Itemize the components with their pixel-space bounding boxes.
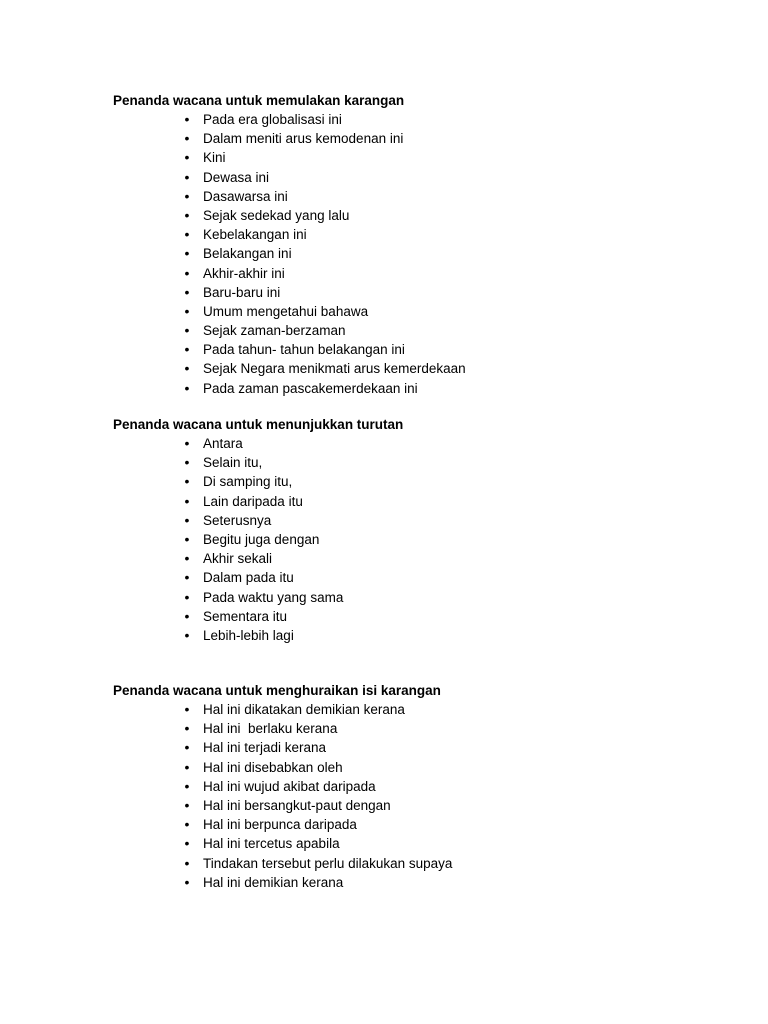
list-item-text: Akhir sekali: [203, 551, 273, 567]
bullet-icon: •: [184, 245, 190, 262]
bullet-icon: •: [184, 283, 190, 300]
list-item: [113, 854, 713, 873]
section-heading: Penanda wacana untuk menghuraikan isi karangan: [113, 683, 441, 698]
bullet-icon: •: [184, 111, 190, 127]
bullet-icon: •: [184, 130, 190, 147]
list-item: [113, 815, 713, 834]
bullet-icon: •: [184, 626, 190, 643]
list-item-text: Dewasa ini: [203, 169, 270, 185]
list-item: [113, 359, 713, 378]
list-item: [113, 379, 713, 398]
section-elaboration-markers: [113, 681, 713, 892]
list-item: [113, 549, 713, 568]
list-item: [113, 340, 713, 359]
bullet-icon: •: [184, 569, 190, 586]
list-item: [113, 110, 713, 129]
bullet-list: [113, 110, 713, 398]
bullet-icon: •: [184, 454, 190, 471]
list-item-text: Umum mengetahui bahawa: [203, 303, 369, 319]
list-item: [113, 738, 713, 757]
bullet-icon: •: [184, 739, 190, 756]
list-item-text: Antara: [203, 436, 243, 451]
bullet-icon: •: [184, 379, 190, 396]
bullet-icon: •: [184, 341, 190, 358]
section-sequence-markers: [113, 415, 713, 645]
list-item: [113, 283, 713, 302]
bullet-icon: •: [184, 607, 190, 624]
bullet-icon: •: [184, 187, 190, 204]
list-item-text: Lain daripada itu: [203, 493, 303, 509]
list-item: [113, 321, 713, 340]
list-item-text: Selain itu,: [203, 455, 263, 471]
list-item-text: Pada waktu yang sama: [203, 589, 344, 605]
list-item-text: Hal ini tercetus apabila: [203, 836, 340, 852]
list-item-text: Sementara itu: [203, 608, 288, 624]
bullet-icon: •: [184, 473, 190, 490]
list-item-text: Seterusnya: [203, 512, 272, 528]
list-item-text: Baru-baru ini: [203, 284, 281, 300]
list-item-text: Tindakan tersebut perlu dilakukan supaya: [203, 855, 453, 871]
list-item-text: Hal ini berlaku kerana: [203, 721, 338, 737]
list-item: [113, 607, 713, 626]
list-item: [113, 148, 713, 167]
list-item: [113, 225, 713, 244]
bullet-icon: •: [184, 530, 190, 547]
bullet-icon: •: [184, 168, 190, 185]
list-item-text: Pada tahun- tahun belakangan ini: [203, 342, 405, 358]
list-item: [113, 492, 713, 511]
list-item-text: Dalam meniti arus kemodenan ini: [203, 131, 404, 147]
list-item: [113, 264, 713, 283]
list-item: [113, 206, 713, 225]
list-item-text: Hal ini bersangkut-paut dengan: [203, 797, 391, 813]
list-item-text: Sejak zaman-berzaman: [203, 323, 346, 339]
bullet-icon: •: [184, 206, 190, 223]
bullet-icon: •: [184, 816, 190, 833]
list-item: [113, 530, 713, 549]
section-heading: Penanda wacana untuk memulakan karangan: [113, 93, 405, 108]
section-opening-markers: [113, 91, 713, 398]
bullet-icon: •: [184, 854, 190, 871]
bullet-icon: •: [184, 758, 190, 775]
list-item-text: Hal ini terjadi kerana: [203, 740, 327, 756]
bullet-icon: •: [184, 796, 190, 813]
bullet-icon: •: [184, 264, 190, 281]
list-item: [113, 187, 713, 206]
list-item-text: Sejak sedekad yang lalu: [203, 207, 350, 223]
list-item-text: Di samping itu,: [203, 474, 293, 490]
bullet-icon: •: [184, 701, 190, 717]
list-item: [113, 873, 713, 892]
list-item: [113, 302, 713, 321]
bullet-icon: •: [184, 835, 190, 852]
list-item: [113, 568, 713, 587]
bullet-icon: •: [184, 550, 190, 567]
bullet-icon: •: [184, 588, 190, 605]
list-item-text: Kini: [203, 150, 226, 166]
list-item: [113, 796, 713, 815]
list-item: [113, 626, 713, 645]
list-item: [113, 244, 713, 263]
bullet-icon: •: [184, 226, 190, 243]
list-item-text: Belakangan ini: [203, 246, 292, 262]
list-item-text: Dalam pada itu: [203, 570, 294, 586]
bullet-icon: •: [184, 435, 190, 451]
list-item: [113, 453, 713, 472]
bullet-icon: •: [184, 322, 190, 339]
bullet-icon: •: [184, 149, 190, 166]
bullet-list: [113, 700, 713, 892]
list-item: [113, 511, 713, 530]
list-item-text: Lebih-lebih lagi: [203, 627, 294, 643]
list-item-text: Dasawarsa ini: [203, 188, 288, 204]
list-item: [113, 719, 713, 738]
list-item: [113, 700, 713, 719]
bullet-icon: •: [184, 873, 190, 890]
list-item-text: Hal ini wujud akibat daripada: [203, 778, 376, 794]
list-item: [113, 588, 713, 607]
bullet-list: [113, 434, 713, 645]
list-item-text: Begitu juga dengan: [203, 531, 320, 547]
bullet-icon: •: [184, 777, 190, 794]
list-item-text: Pada era globalisasi ini: [203, 112, 342, 127]
section-heading: Penanda wacana untuk menunjukkan turutan: [113, 417, 404, 432]
list-item-text: Akhir-akhir ini: [203, 265, 285, 281]
list-item-text: Sejak Negara menikmati arus kemerdekaan: [203, 361, 466, 377]
list-item: [113, 834, 713, 853]
bullet-icon: •: [184, 492, 190, 509]
list-item: [113, 472, 713, 491]
list-item: [113, 168, 713, 187]
list-item: [113, 434, 713, 453]
list-item: [113, 129, 713, 148]
bullet-icon: •: [184, 720, 190, 737]
list-item-text: Kebelakangan ini: [203, 227, 307, 243]
list-item-text: Hal ini berpunca daripada: [203, 817, 357, 833]
list-item-text: Hal ini disebabkan oleh: [203, 759, 343, 775]
bullet-icon: •: [184, 511, 190, 528]
list-item-text: Hal ini demikian kerana: [203, 874, 344, 890]
bullet-icon: •: [184, 360, 190, 377]
bullet-icon: •: [184, 302, 190, 319]
list-item: [113, 758, 713, 777]
list-item-text: Pada zaman pascakemerdekaan ini: [203, 380, 418, 396]
list-item-text: Hal ini dikatakan demikian kerana: [203, 702, 405, 717]
list-item: [113, 777, 713, 796]
